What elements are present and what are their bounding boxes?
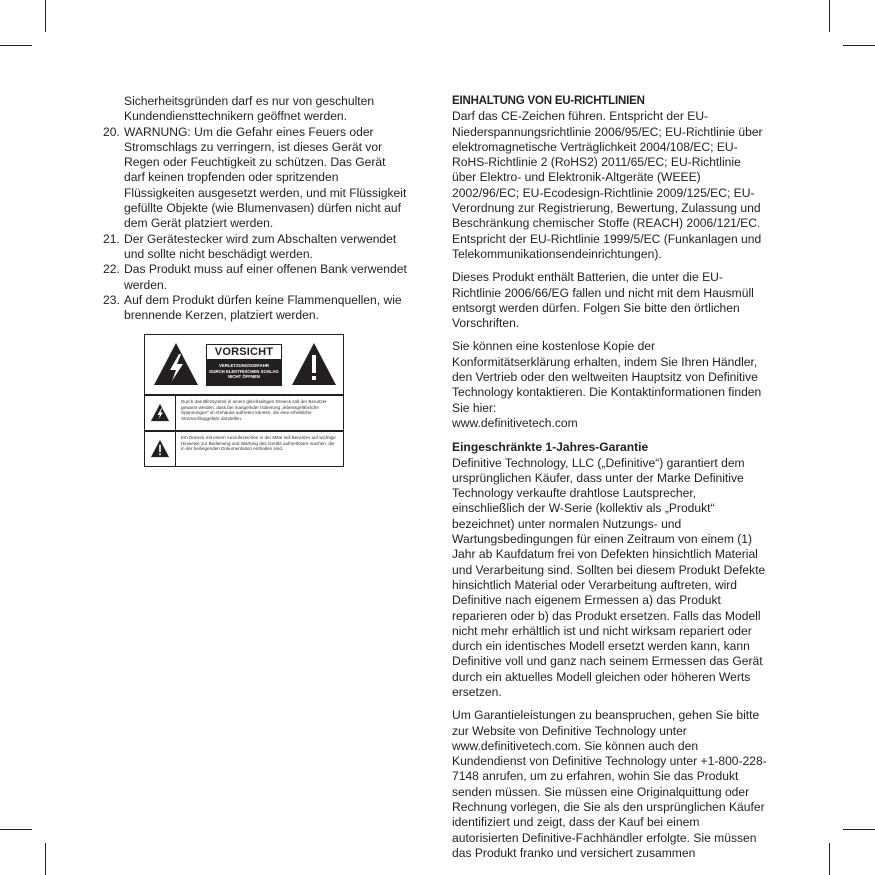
crop-mark [829,0,830,32]
caution-header [144,334,344,395]
item-number: 22. [103,262,120,277]
lead-paragraph: Sicherheitsgründen darf es nur von geschulten Kundendiensttechnikern geöffnet werden. [124,94,375,124]
website-link[interactable]: www.definitivetech.com [452,415,578,430]
caution-subtitle-line: NICHT ÖFFNEN [228,374,260,380]
row-icon-cell [145,432,176,466]
caution-row-text: Ein Dreieck mit einem Ausrufezeichen in der Mitte soll Benutzer auf wichtige Hinweise zur Bedienung und Wartung des Geräts aufmerksam machen, die in der beiliegenden Dokumentation enthalten sind. [181,435,336,452]
crop-mark [0,45,32,46]
item-number: 21. [103,231,120,246]
list-item [103,293,408,324]
caution-subtitle-line: DURCH ELEKTRISCHEN SCHLAG [209,368,279,374]
crop-mark [0,829,32,830]
crop-mark [45,0,46,32]
item-number: 23. [103,292,120,307]
exclamation-triangle-icon [150,439,170,458]
exclamation-triangle-icon [290,341,338,387]
warranty-service-paragraph: Um Garantieleistungen zu beanspruchen, gehen Sie bitte zur Website von Definitive Technology unter www.definitivetech.com. Sie können auch den Kundendienst von Definitive Technology unter +1-800-228-7148 anrufen, um zu erfahren, wohin Sie das Produkt senden müssen. Sie müssen eine Originalquittung oder Rechnung vorlegen, die Sie als den ursprünglichen Käufer identifiziert und zeigt, dass der Kauf bei einem autorisierten Definitive-Fachhändler erfolgte. Sie müssen das Produkt franko und versichert zusammen [452,708,767,860]
crop-mark [843,45,875,46]
list-item [103,262,408,293]
lightning-triangle-icon [150,403,170,422]
crop-mark [45,843,46,875]
row-icon-cell [145,396,176,430]
caution-label [144,334,344,467]
left-column [103,94,408,323]
item-text: Der Gerätestecker wird zum Abschalten verwendet und sollte nicht beschädigt werden. [124,231,397,261]
lightning-triangle-icon [152,341,200,387]
caution-subtitle [206,360,282,386]
caution-subtitle-line: VERLETZUNGSGEFAHR [219,363,269,368]
battery-paragraph: Dieses Produkt enthält Batterien, die unter die EU-Richtlinie 2006/66/EG fallen und nicht mit dem Hausmüll entsorgt werden dürfen. Folgen Sie bitte den örtlichen Vorschriften. [452,270,754,331]
declaration-paragraph [452,339,768,431]
caution-title: VORSICHT [206,344,282,360]
eu-compliance-paragraph: Darf das CE-Zeichen führen. Entspricht der EU-Niederspannungsrichtlinie 2006/95/EC; EU-Richtlinie über elektromagnetische Verträglichkeit 2004/108/EC; EU-RoHS-Richtlinie 2 (RoHS2) 2011/65/EC; EU-Richtlinie über Elektro- und Elektronik-Altgeräte (WEEE) 2002/96/EC; EU-Ecodesign-Richtlinie 2009/125/EC; EU-Verordnung zur Registrierung, Bewertung, Zulassung und Beschränkung chemischer Stoffe (REACH) 2006/121/EC. Entspricht der EU-Richtlinie 1999/5/EC (Funkanlagen und Telekommunikationsendeinrichtungen). [452,109,763,261]
crop-mark [829,843,830,875]
item-text: Auf dem Produkt dürfen keine Flammenquellen, wie brennende Kerzen, platziert werden. [124,292,402,323]
caution-badge [206,344,280,386]
caution-row-text: Durch das Blitzsymbol in einem gleichseitigen Dreieck soll der Benutzer gewarnt werden, dass bei mangelnder Isolierung „lebensgefährliche Spannungen“ im Gehäuse auftreten können, die eine erhebliche Stromschlaggefahr darstellen. [181,399,327,421]
section-heading-warranty: Eingeschränkte 1-Jahres-Garantie [452,440,649,455]
item-text: WARNUNG: Um die Gefahr eines Feuers oder Stromschlags zu verringern, ist dieses Gerät vor Regen oder Feuchtigkeit zu schützen. Das Gerät darf keinen tropfenden oder spritzenden Flüssigkeiten ausgesetzt werden, und mit Flüssigkeit gefüllte Objekte (wie Blumenvasen) dürfen nicht auf dem Gerät platziert werden. [124,124,407,231]
list-item [103,232,408,263]
declaration-text: Sie können eine kostenlose Kopie der Konformitätserklärung erhalten, indem Sie Ihren Händler, den Vertrieb oder den weltweiten Hauptsitz von Definitive Technology kontaktieren. Die Kontaktinformationen finden Sie hier: [452,339,762,415]
item-number: 20. [103,124,120,139]
item-text: Das Produkt muss auf einer offenen Bank verwendet werden. [124,262,407,292]
right-column [452,94,768,869]
crop-mark [843,829,875,830]
warranty-paragraph: Definitive Technology, LLC („Definitive“) garantiert dem ursprünglichen Käufer, dass unter der Marke Definitive Technology verkaufte drahtlose Lautsprecher, einschließlich der W-Serie (kollektiv als „Produkt“ bezeichnet) unter normalen Nutzungs- und Wartungsbedingungen für einen Zeitraum von einem (1) Jahr ab Kaufdatum frei von Defekten hinsichtlich Material und Verarbeitung sind. Sollten bei diesem Produkt Defekte hinsichtlich Material oder Verarbeitung auftreten, wird Definitive nach eigenem Ermessen a) das Produkt reparieren oder b) das Produkt ersetzen. Falls das Modell nicht mehr erhältlich ist und nicht wirksam repariert oder durch ein identisches Modell ersetzt werden kann, kann Definitive voll und ganz nach seinem Ermessen das Gerät durch ein aktuelles Modell gleichen oder höheren Werts ersetzen. [452,455,766,699]
list-item [103,125,408,232]
caution-row-lightning [144,395,344,431]
caution-row-exclamation [144,431,344,467]
section-heading-eu: EINHALTUNG VON EU-RICHTLINIEN [452,95,645,107]
